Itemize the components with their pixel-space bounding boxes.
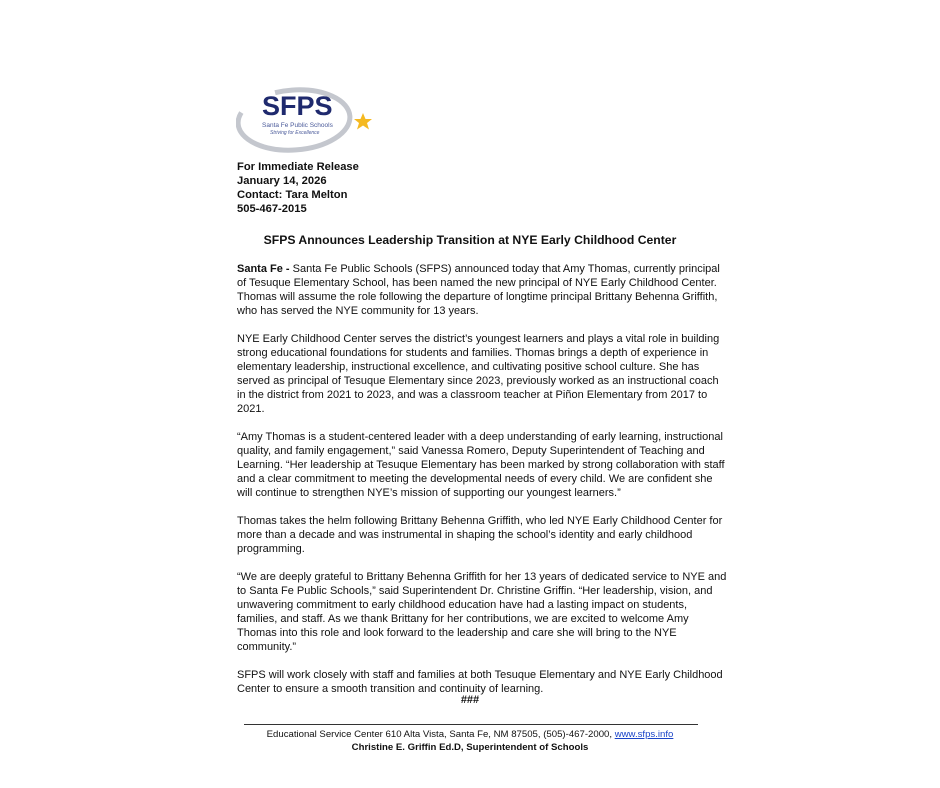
release-label: For Immediate Release [237, 161, 359, 173]
text-line: Thomas into this role and look forward to the leadership and care she will bring to the NYE [237, 627, 677, 639]
footer-address [0, 729, 940, 740]
text-line: strong educational foundations for students and families. Thomas brings a depth of experience in [237, 347, 709, 359]
text-line: more than a decade and was instrumental in shaping the school’s identity and early childhood [237, 529, 693, 541]
text-line: Center to ensure a smooth transition and continuity of learning. [237, 683, 544, 695]
text-line-content: Santa Fe Public Schools (SFPS) announced today that Amy Thomas, currently principal [289, 263, 720, 275]
paragraph [237, 668, 723, 696]
text-line [237, 262, 720, 276]
text-line: to Santa Fe Public Schools,” said Superintendent Dr. Christine Griffin. “Her leadership, vision, and [237, 585, 713, 597]
text-line: “We are deeply grateful to Brittany Behenna Griffith for her 13 years of dedicated service to NYE and [237, 571, 727, 583]
paragraph [237, 570, 727, 654]
text-line: who has served the NYE community for 13 years. [237, 305, 479, 317]
text-line: and a clear commitment to meeting the developmental needs of every child. We are confident she [237, 473, 713, 485]
text-line: unwavering commitment to early childhood education have had a lasting impact on students, [237, 599, 688, 611]
text-line: in the district from 2021 to 2023, and was a classroom teacher at Piñon Elementary from 2017 to [237, 389, 708, 401]
star-icon [354, 113, 372, 130]
paragraph [237, 332, 720, 416]
text-line: served as principal of Tesuque Elementary since 2023, previously worked as an instructional coach [237, 375, 719, 387]
text-line: families, and staff. As we thank Brittany for her contributions, we are excited to welcome Amy [237, 613, 689, 625]
paragraph [237, 430, 725, 500]
text-line: community.” [237, 641, 297, 653]
paragraph [237, 262, 720, 318]
text-line: will continue to strengthen NYE’s mission of supporting our youngest learners.” [237, 487, 621, 499]
press-release-title: SFPS Announces Leadership Transition at NYE Early Childhood Center [263, 233, 677, 247]
contact: Contact: Tara Melton [237, 189, 348, 201]
text-line: 2021. [237, 403, 265, 415]
text-line: Thomas takes the helm following Brittany Behenna Griffith, who led NYE Early Childhood Center for [237, 515, 723, 527]
svg-text:Santa Fe Public Schools: Santa Fe Public Schools [262, 122, 333, 129]
press-release-body [237, 262, 727, 710]
text-line: quality, and family engagement,” said Vanessa Romero, Deputy Superintendent of Teaching and [237, 445, 705, 457]
text-line: of Tesuque Elementary School, has been named the new principal of NYE Early Childhood Center. [237, 277, 717, 289]
text-line: programming. [237, 543, 305, 555]
sfps-logo [236, 82, 376, 154]
text-line: “Amy Thomas is a student-centered leader with a deep understanding of early learning, instructional [237, 431, 723, 443]
footer-divider [244, 724, 698, 725]
text-line: SFPS will work closely with staff and families at both Tesuque Elementary and NYE Early Childhood [237, 669, 723, 681]
website-link[interactable]: www.sfps.info [614, 729, 674, 740]
dateline: Santa Fe - [237, 263, 290, 275]
text-line: Thomas will assume the role following the departure of longtime principal Brittany Behenna Griffith, [237, 291, 718, 303]
release-header [237, 160, 359, 216]
text-line: elementary leadership, instructional excellence, and cultivating positive school culture. She has [237, 361, 700, 373]
text-line: Learning. “Her leadership at Tesuque Elementary has been marked by strong collaboration with staff [237, 459, 725, 471]
end-mark: ### [460, 694, 480, 706]
contact-phone: 505-467-2015 [237, 203, 307, 215]
svg-text:SFPS: SFPS [262, 91, 333, 121]
text-line: NYE Early Childhood Center serves the district’s youngest learners and plays a vital role in building [237, 333, 720, 345]
footer-signature: Christine E. Griffin Ed.D, Superintendent of Schools [351, 742, 589, 753]
paragraph [237, 514, 723, 556]
release-date: January 14, 2026 [237, 175, 327, 187]
svg-text:Striving for Excellence: Striving for Excellence [270, 130, 320, 136]
address-text: Educational Service Center 610 Alta Vista, Santa Fe, NM 87505, (505)-467-2000, [266, 729, 615, 740]
